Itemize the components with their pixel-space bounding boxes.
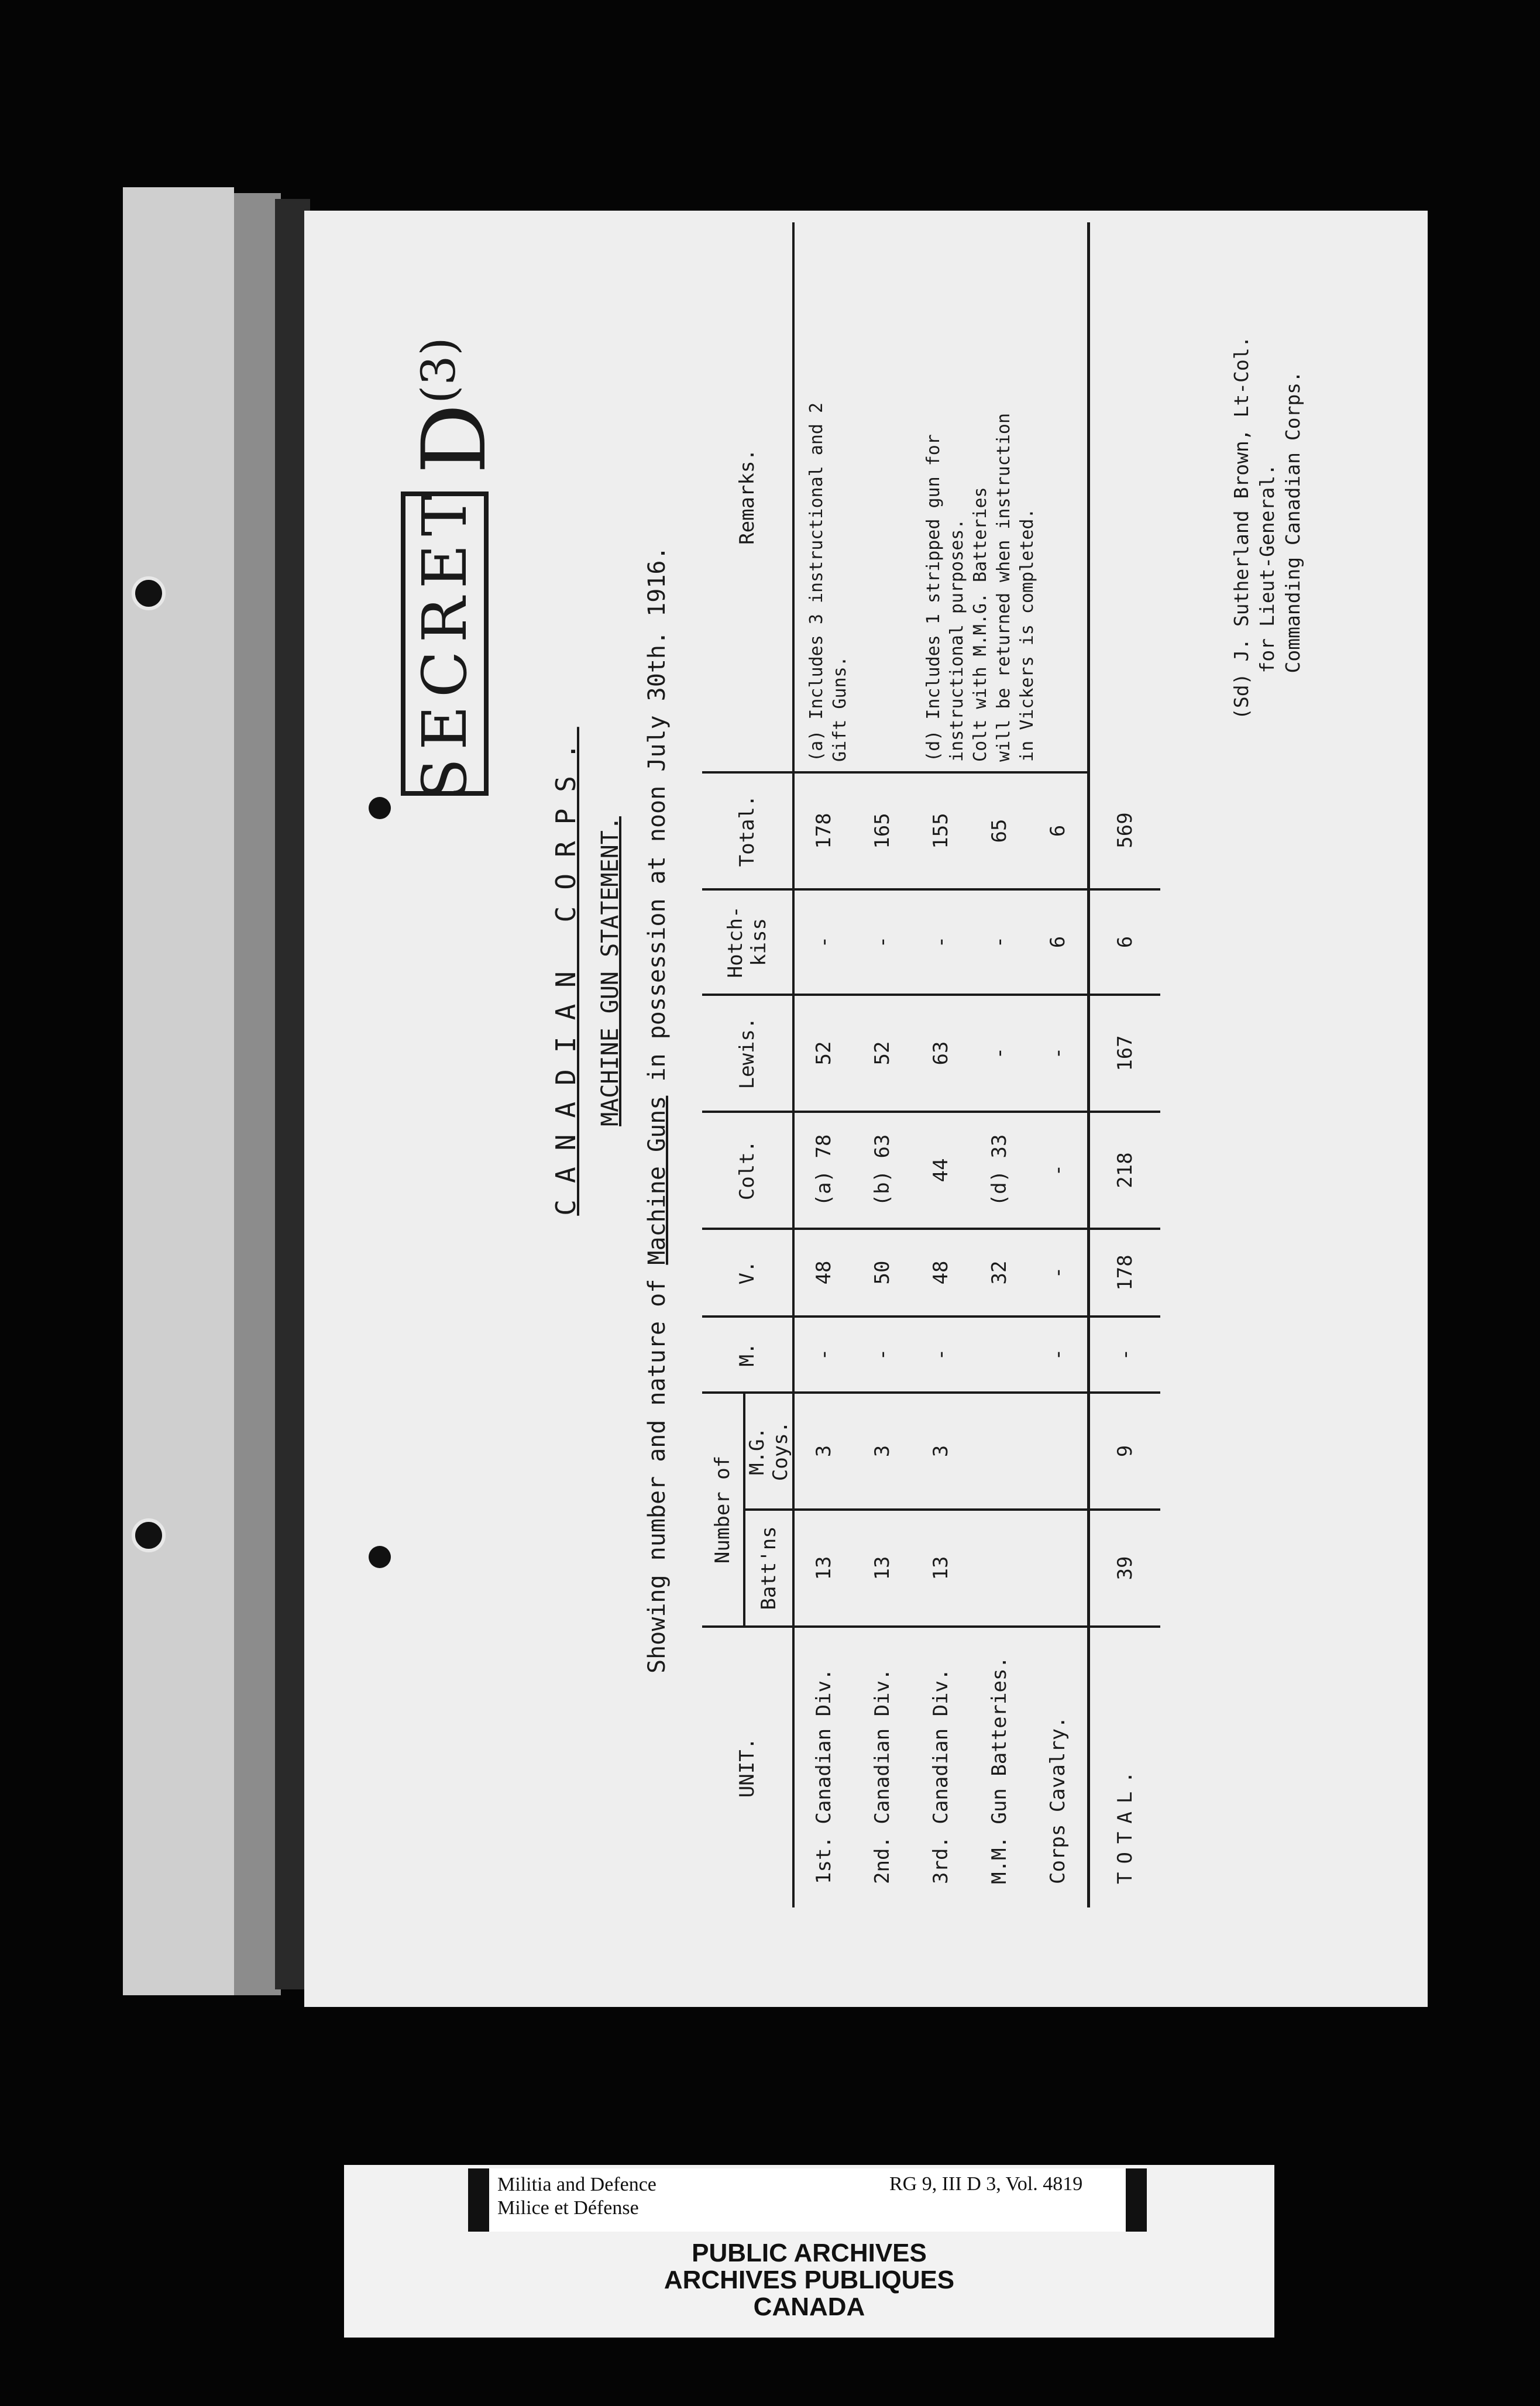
unit-cell: 1st. Canadian Div. [812,1668,836,1884]
punch-hole-icon [132,576,166,610]
hotchkiss-cell: - [853,889,912,995]
document-title: CANADIAN CORPS. [550,727,582,1216]
document-page [304,211,1428,2007]
document-subtitle: MACHINE GUN STATEMENT. [597,816,624,1126]
total-header: Total. [702,772,793,889]
showing-underlined: Machine Guns [644,1095,671,1265]
file-mark-sub: (3) [411,337,466,404]
signature-line: Commanding Canadian Corps. [1281,370,1304,673]
lewis-cell: 52 [793,995,853,1112]
colt-cell: (a) 78 [793,1112,853,1229]
v-cell: 50 [853,1229,912,1317]
coys-cell: 3 [912,1393,970,1510]
number-of-header: Number of [702,1393,744,1627]
binder-strip [123,187,234,1995]
coys-cell: 3 [793,1393,853,1510]
table-row [912,222,970,1907]
total-cell: 6 [1029,772,1089,889]
total-cell: 178 [793,772,853,889]
file-mark [404,337,506,474]
total-cell: 155 [912,772,970,889]
total-cell: 569 [1089,772,1161,889]
unit-cell: 2nd. Canadian Div. [871,1668,894,1884]
coys-cell [970,1393,1029,1510]
signature-line: for Lieut-General. [1256,463,1278,673]
v-cell: 178 [1089,1229,1161,1317]
bn-cell: 13 [853,1510,912,1627]
bn-cell [970,1510,1029,1627]
secret-stamp: SECRET [401,491,489,796]
binder-edge [234,193,281,1995]
colt-cell: 218 [1089,1112,1161,1229]
remarks-cell: (d) Includes 1 stripped gun for instructional purposes. Colt with M.M.G. Batteries will be returned when instruction in Vickers is completed. [912,222,1089,772]
remarks-header: Remarks. [702,222,793,772]
archive-series-fr: Milice et Défense [497,2197,639,2219]
coys-cell [1029,1393,1089,1510]
archives-stamp [344,2240,1274,2321]
archives-stamp-line: PUBLIC ARCHIVES [692,2239,927,2267]
hotchkiss-cell: - [912,889,970,995]
hotchkiss-header: Hotch-kiss [702,889,793,995]
bn-cell: 39 [1089,1510,1161,1627]
m-cell: - [1029,1317,1089,1393]
bn-cell: 13 [912,1510,970,1627]
total-cell: 165 [853,772,912,889]
rotated-content [304,211,1428,2007]
m-cell: - [1089,1317,1161,1393]
battalions-header: Batt'ns [744,1510,793,1627]
lewis-cell: - [970,995,1029,1112]
archive-series [497,2173,656,2220]
ink-dot [369,797,391,819]
unit-cell: M.M. Gun Batteries. [988,1656,1011,1884]
colt-cell: (b) 63 [853,1112,912,1229]
coys-cell: 3 [853,1393,912,1510]
m-cell: - [912,1317,970,1393]
showing-prefix: Showing number and nature of [644,1278,671,1673]
remarks-cell: (a) Includes 3 instructional and 2 Gift Guns. [793,222,912,772]
m-header: M. [702,1317,793,1393]
total-row [1089,222,1161,1907]
unit-header: UNIT. [702,1627,793,1907]
signature-block [1229,336,1306,720]
signature-line: (Sd) J. Sutherland Brown, Lt-Col. [1230,336,1253,720]
m-cell: - [853,1317,912,1393]
lewis-cell: 167 [1089,995,1161,1112]
v-cell: 32 [970,1229,1029,1317]
v-header: V. [702,1229,793,1317]
archives-stamp-line: CANADA [753,2292,865,2321]
m-cell [970,1317,1029,1393]
colt-cell: 44 [912,1112,970,1229]
archive-series-en: Militia and Defence [497,2174,656,2195]
v-cell: - [1029,1229,1089,1317]
lewis-cell: - [1029,995,1089,1112]
file-mark-letter: D [404,403,506,474]
unit-cell: 3rd. Canadian Div. [929,1668,953,1884]
empty-cell [1089,222,1161,772]
showing-line [644,546,671,1673]
table-row [793,222,853,1907]
coys-cell: 9 [1089,1393,1161,1510]
mg-coys-header: M.G. Coys. [744,1393,793,1510]
colt-cell: - [1029,1112,1089,1229]
lewis-header: Lewis. [702,995,793,1112]
ink-dot [369,1546,391,1568]
punch-hole-icon [132,1518,166,1552]
machine-gun-table [702,222,1160,1907]
archives-stamp-line: ARCHIVES PUBLIQUES [664,2266,955,2294]
showing-suffix: in possession at noon July 30th. 1916. [644,546,671,1082]
colt-cell: (d) 33 [970,1112,1029,1229]
hotchkiss-cell: - [793,889,853,995]
bn-cell: 13 [793,1510,853,1627]
hotchkiss-cell: 6 [1029,889,1089,995]
colt-header: Colt. [702,1112,793,1229]
hotchkiss-cell: 6 [1089,889,1161,995]
total-cell: 65 [970,772,1029,889]
lewis-cell: 63 [912,995,970,1112]
archive-reference: RG 9, III D 3, Vol. 4819 [889,2173,1083,2195]
unit-cell: TOTAL. [1089,1627,1161,1907]
v-cell: 48 [793,1229,853,1317]
unit-cell: Corps Cavalry. [1046,1716,1070,1884]
hotchkiss-cell: - [970,889,1029,995]
bn-cell [1029,1510,1089,1627]
v-cell: 48 [912,1229,970,1317]
m-cell: - [793,1317,853,1393]
lewis-cell: 52 [853,995,912,1112]
